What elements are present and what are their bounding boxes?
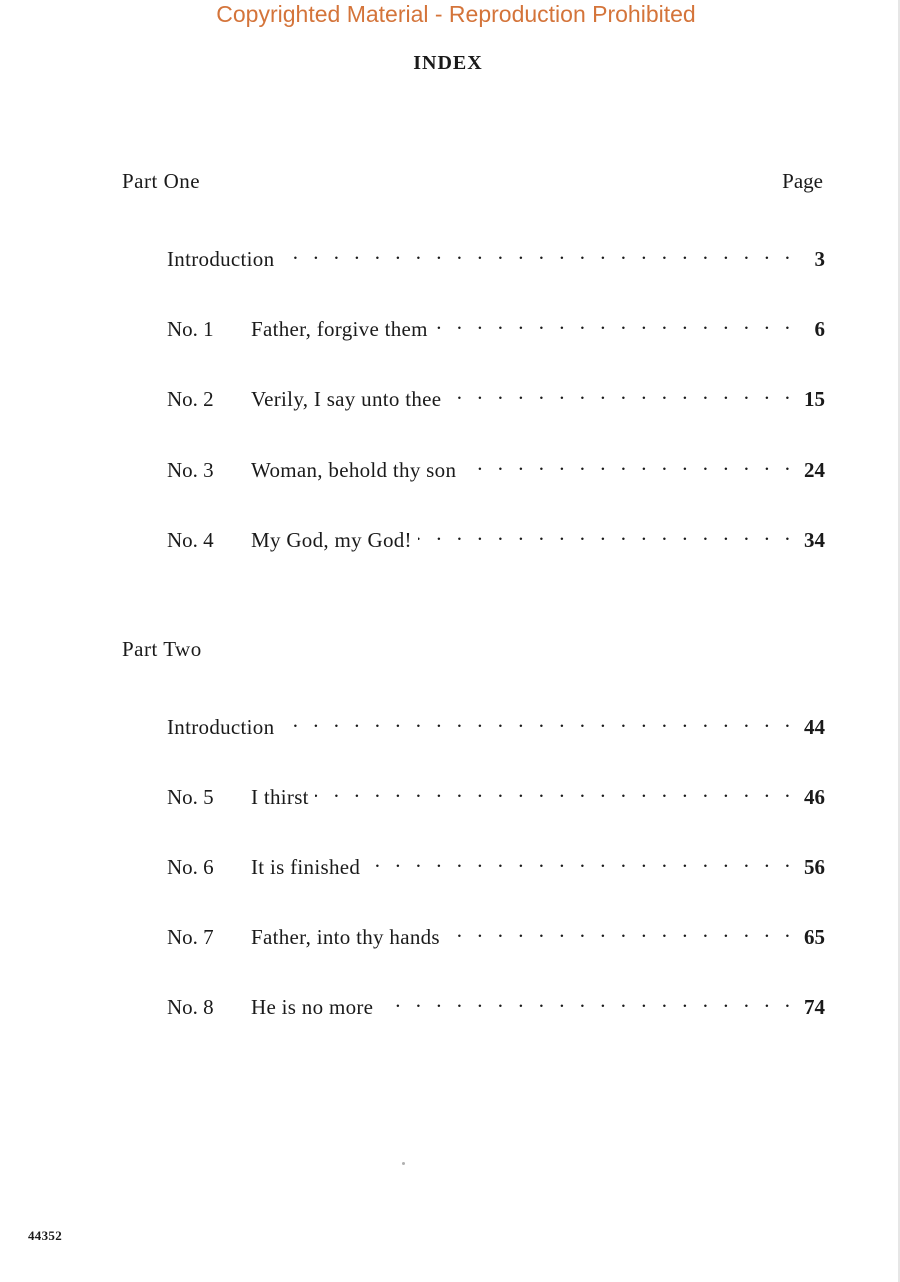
entry-page-number: 56 [804,855,825,879]
entry-label: Woman, behold thy son [251,458,457,482]
page-title: INDEX [413,52,483,74]
toc-entry-part-two-introduction[interactable] [167,706,825,739]
entry-label: Introduction [167,247,275,271]
entry-label: I thirst [251,785,309,809]
dot-leader [280,706,795,734]
entry-number: No. 1 [167,317,214,341]
entry-number: No. 6 [167,855,214,879]
entry-number: No. 2 [167,387,214,411]
toc-entry-no-6[interactable] [167,846,825,879]
toc-entry-no-2[interactable] [167,378,825,411]
entry-label: Verily, I say unto thee [251,387,442,411]
copyright-watermark: Copyrighted Material - Reproduction Prohibited [216,1,696,27]
toc-entry-no-8[interactable] [167,986,825,1019]
entry-page-number: 46 [804,785,825,809]
entry-number: No. 8 [167,995,214,1019]
toc-entry-no-4[interactable] [167,519,825,552]
entry-label: Father, into thy hands [251,925,440,949]
dot-leader [446,916,795,944]
entry-label: My God, my God! [251,528,412,552]
toc-entry-no-3[interactable] [167,449,825,482]
entry-number: No. 5 [167,785,214,809]
entry-label: He is no more [251,995,374,1019]
entry-number: No. 7 [167,925,214,949]
entry-page-number: 44 [804,715,825,739]
entry-page-number: 34 [804,528,825,552]
entry-number: No. 4 [167,528,214,552]
dot-leader [447,378,795,406]
print-speck [402,1162,405,1165]
toc-entry-no-7[interactable] [167,916,825,949]
dot-leader [418,519,795,547]
entry-page-number: 74 [804,995,825,1019]
entry-label: Father, forgive them [251,317,428,341]
part-one-heading: Part One [122,169,201,193]
toc-entry-no-1[interactable] [167,308,825,341]
entry-page-number: 3 [814,247,825,271]
entry-page-number: 65 [804,925,825,949]
entry-page-number: 6 [814,317,825,341]
entry-page-number: 15 [804,387,825,411]
dot-leader [379,986,795,1014]
dot-leader [434,308,795,336]
dot-leader [462,449,795,477]
entry-page-number: 24 [804,458,825,482]
dot-leader [315,776,795,804]
page-column-heading: Page [782,169,823,193]
toc-entry-part-one-introduction[interactable] [167,238,825,271]
toc-entry-no-5[interactable] [167,776,825,809]
catalog-number: 44352 [28,1228,62,1243]
part-two-heading: Part Two [122,637,202,661]
entry-number: No. 3 [167,458,214,482]
dot-leader [280,238,795,266]
entry-label: Introduction [167,715,275,739]
dot-leader [366,846,795,874]
entry-label: It is finished [251,855,361,879]
